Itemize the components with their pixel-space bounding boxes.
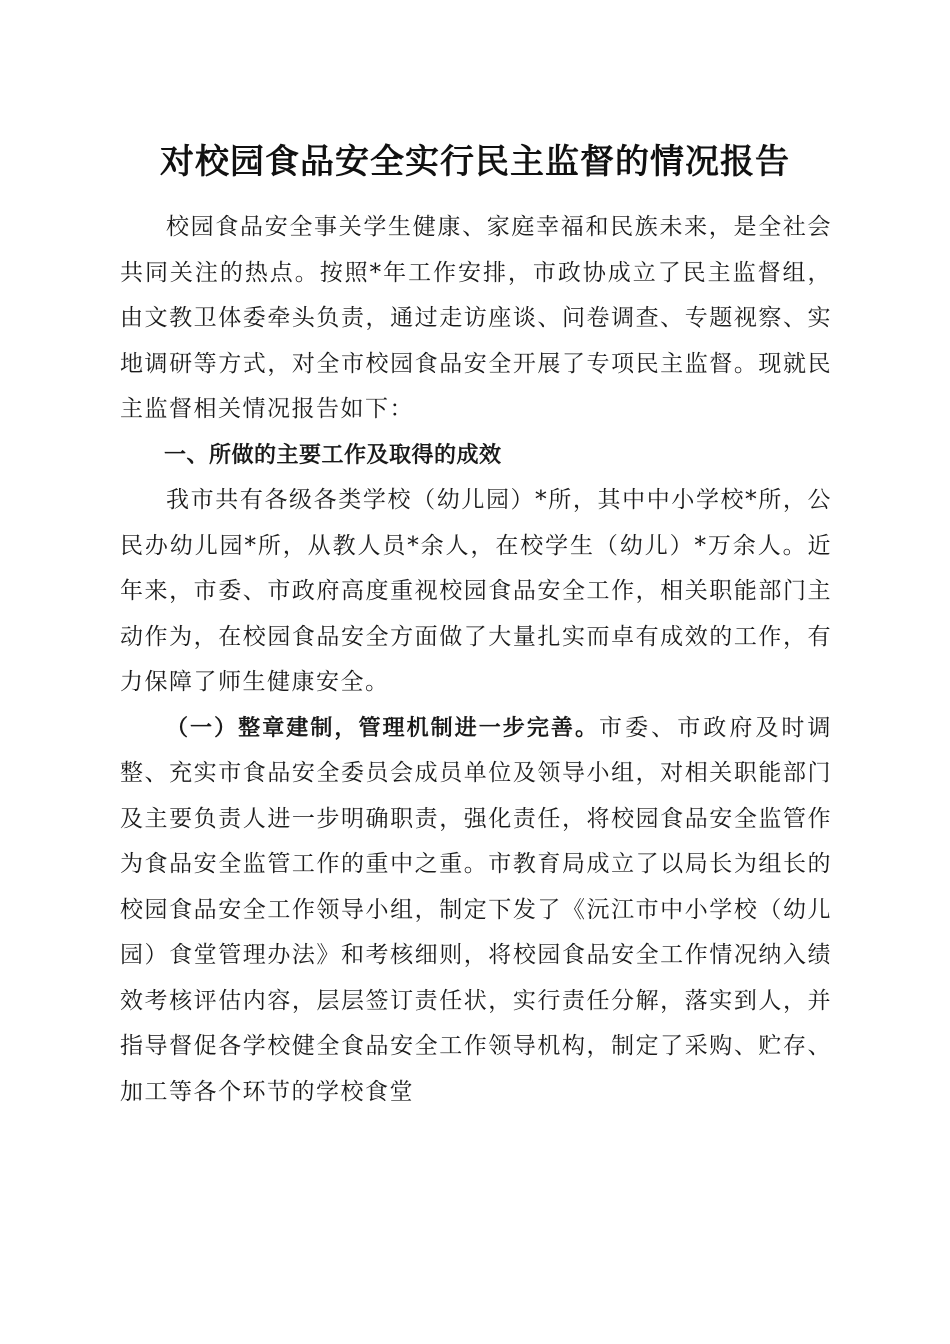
subsection1-paragraph	[120, 706, 832, 1116]
document-title: 对校园食品安全实行民主监督的情况报告	[160, 142, 790, 182]
intro-paragraph: 校园食品安全事关学生健康、家庭幸福和民族未来，是全社会共同关注的热点。按照*年工作安排，市政协成立了民主监督组，由文教卫体委牵头负责，通过走访座谈、问卷调查、专题视察、实地调研等方式，对全市校园食品安全开展了专项民主监督。现就民主监督相关情况报告如下：	[120, 214, 832, 422]
document-body	[120, 205, 832, 1115]
subsection1-lead: （一）整章建制，管理机制进一步完善。	[166, 715, 600, 741]
subsection1-text: 市委、市政府及时调整、充实市食品安全委员会成员单位及领导小组，对相关职能部门及主要负责人进一步明确职责，强化责任，将校园食品安全监管作为食品安全监管工作的重中之重。市教育局成立了以局长为组长的校园食品安全工作领导小组，制定下发了《沅江市中小学校（幼儿园）食堂管理办法》和考核细则，将校园食品安全工作情况纳入绩效考核评估内容，层层签订责任状，实行责任分解，落实到人，并指导督促各学校健全食品安全工作领导机构，制定了采购、贮存、加工等各个环节的学校食堂	[120, 714, 832, 1105]
section1-paragraph: 我市共有各级各类学校（幼儿园）*所，其中中小学校*所，公民办幼儿园*所，从教人员*余人，在校学生（幼儿）*万余人。近年来，市委、市政府高度重视校园食品安全工作，相关职能部门主动作为，在校园食品安全方面做了大量扎实而卓有成效的工作，有力保障了师生健康安全。	[120, 487, 832, 695]
section-heading-1: 一、所做的主要工作及取得的成效	[164, 442, 502, 468]
